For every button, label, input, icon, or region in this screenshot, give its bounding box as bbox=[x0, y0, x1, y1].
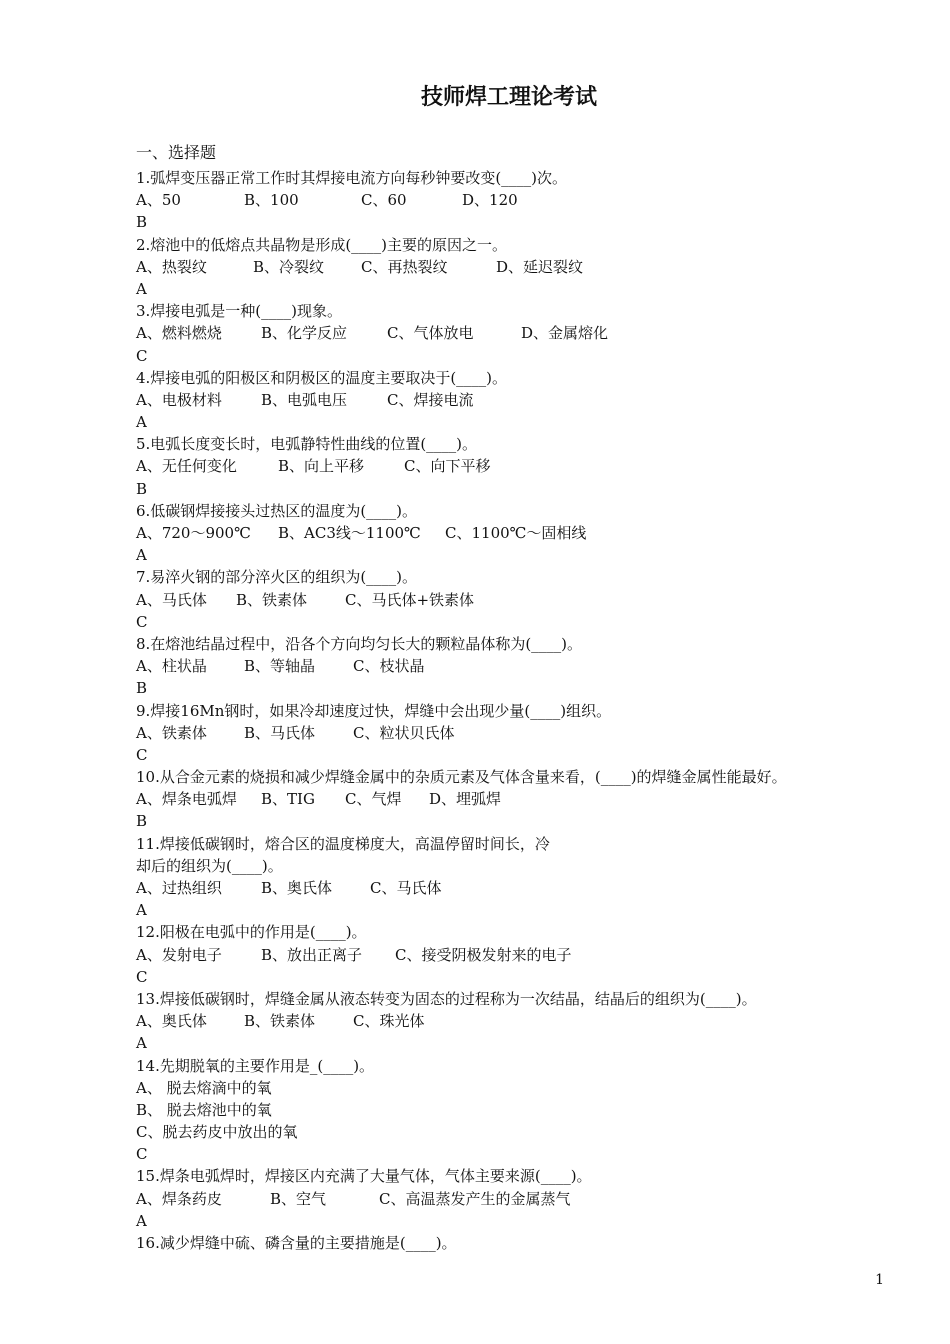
answer: C bbox=[136, 745, 148, 764]
option: A、焊条药皮 bbox=[136, 1189, 222, 1208]
option: B、空气 bbox=[270, 1189, 327, 1208]
option: A、过热组织 bbox=[136, 879, 222, 897]
option: B、放出正离子 bbox=[261, 945, 363, 964]
answer: A bbox=[136, 1211, 147, 1230]
question-stem: 却后的组织为(____)。 bbox=[136, 856, 283, 875]
answer: A bbox=[136, 546, 147, 565]
option: C、马氏体+铁素体 bbox=[345, 590, 475, 609]
option: A、焊条电弧焊 bbox=[136, 790, 237, 809]
answer: C bbox=[136, 967, 148, 986]
answer: B bbox=[136, 213, 148, 232]
answer: A bbox=[136, 413, 147, 432]
question-item bbox=[136, 300, 916, 367]
answer: B bbox=[136, 812, 148, 831]
question-item bbox=[136, 167, 916, 234]
option: B、AC3线～1100℃ bbox=[278, 524, 421, 542]
options-row bbox=[136, 722, 916, 744]
options-row bbox=[136, 655, 916, 677]
option: A、50 bbox=[136, 191, 181, 210]
question-item bbox=[136, 833, 916, 922]
option: C、接受阴极发射来的电子 bbox=[395, 945, 572, 964]
options-row bbox=[136, 877, 916, 899]
option: B、铁素体 bbox=[244, 1012, 316, 1031]
answer: A bbox=[136, 279, 147, 298]
option: C、60 bbox=[361, 191, 407, 210]
option-line: C、脱去药皮中放出的氧 bbox=[136, 1123, 298, 1142]
options-row bbox=[136, 189, 916, 211]
question-stem: 15.焊条电弧焊时，焊接区内充满了大量气体，气体主要来源(____)。 bbox=[136, 1167, 592, 1186]
option: B、电弧电压 bbox=[261, 390, 348, 409]
option: A、热裂纹 bbox=[136, 257, 207, 276]
question-item bbox=[136, 367, 916, 434]
question-stem: 16.减少焊缝中硫、磷含量的主要措施是(____)。 bbox=[136, 1234, 457, 1252]
option: B、奥氏体 bbox=[261, 879, 333, 897]
option: C、气体放电 bbox=[387, 324, 474, 343]
question-item bbox=[136, 921, 916, 988]
question-item bbox=[136, 1232, 916, 1254]
option: A、电极材料 bbox=[136, 390, 222, 409]
options-row bbox=[136, 455, 916, 477]
question-stem: 12.阳极在电弧中的作用是(____)。 bbox=[136, 923, 367, 942]
option: B、等轴晶 bbox=[244, 657, 316, 676]
option: C、向下平移 bbox=[404, 457, 491, 476]
option: C、珠光体 bbox=[353, 1012, 425, 1031]
question-stem: 1.弧焊变压器正常工作时其焊接电流方向每秒钟要改变(____)次。 bbox=[136, 169, 568, 187]
question-item bbox=[136, 500, 916, 567]
question-item bbox=[136, 766, 916, 833]
option: D、120 bbox=[462, 191, 518, 210]
option: B、铁素体 bbox=[236, 590, 308, 609]
answer: C bbox=[136, 1145, 148, 1164]
question-stem: 7.易淬火钢的部分淬火区的组织为(____)。 bbox=[136, 568, 418, 587]
options-row bbox=[136, 389, 916, 411]
question-item bbox=[136, 566, 916, 633]
question-stem: 9.焊接16Mn钢时，如果冷却速度过快，焊缝中会出现少量(____)组织。 bbox=[136, 701, 612, 720]
options-row bbox=[136, 1010, 916, 1032]
question-item bbox=[136, 633, 916, 700]
options-row bbox=[136, 522, 916, 544]
answer: B bbox=[136, 479, 148, 498]
option: B、化学反应 bbox=[261, 324, 348, 343]
option: C、1100℃～固相线 bbox=[445, 524, 587, 542]
question-item bbox=[136, 1165, 916, 1232]
question-item bbox=[136, 700, 916, 767]
option: D、金属熔化 bbox=[521, 324, 609, 343]
option: A、柱状晶 bbox=[136, 657, 207, 676]
question-stem: 6.低碳钢焊接接头过热区的温度为(____)。 bbox=[136, 501, 418, 520]
question-list bbox=[136, 167, 916, 1254]
option: A、无任何变化 bbox=[136, 457, 237, 476]
option: B、马氏体 bbox=[244, 723, 316, 742]
option: A、发射电子 bbox=[136, 945, 222, 964]
option: C、高温蒸发产生的金属蒸气 bbox=[379, 1189, 571, 1208]
option-line: A、 脱去熔滴中的氧 bbox=[136, 1078, 272, 1097]
question-stem: 3.焊接电弧是一种(____)现象。 bbox=[136, 302, 343, 321]
question-stem: 14.先期脱氧的主要作用是_(____)。 bbox=[136, 1056, 375, 1075]
option: A、燃料燃烧 bbox=[136, 324, 222, 343]
options-row bbox=[136, 788, 916, 810]
answer: C bbox=[136, 612, 148, 631]
question-item bbox=[136, 1055, 916, 1166]
section-heading: 一、选择题 bbox=[136, 143, 217, 162]
option: B、TIG bbox=[261, 790, 315, 809]
question-stem: 11.焊接低碳钢时，熔合区的温度梯度大，高温停留时间长，冷 bbox=[136, 834, 550, 853]
options-row bbox=[136, 322, 916, 344]
option-line: B、 脱去熔池中的氧 bbox=[136, 1100, 272, 1119]
option: C、再热裂纹 bbox=[361, 257, 448, 276]
question-item bbox=[136, 988, 916, 1055]
option: C、焊接电流 bbox=[387, 390, 474, 409]
answer: A bbox=[136, 901, 147, 920]
option: B、向上平移 bbox=[278, 457, 365, 476]
page-number: 1 bbox=[875, 1272, 884, 1288]
option: C、马氏体 bbox=[370, 879, 442, 897]
options-row bbox=[136, 589, 916, 611]
options-row bbox=[136, 256, 916, 278]
option: D、延迟裂纹 bbox=[496, 257, 584, 276]
question-item bbox=[136, 433, 916, 500]
option: A、马氏体 bbox=[136, 590, 207, 609]
option: C、枝状晶 bbox=[353, 657, 425, 676]
question-stem: 10.从合金元素的烧损和减少焊缝金属中的杂质元素及气体含量来看，(____)的焊缝金属性能最好。 bbox=[136, 768, 787, 787]
question-stem: 4.焊接电弧的阳极区和阴极区的温度主要取决于(____)。 bbox=[136, 368, 508, 387]
answer: B bbox=[136, 679, 148, 698]
option: A、奥氏体 bbox=[136, 1012, 207, 1031]
option: C、气焊 bbox=[345, 790, 402, 809]
question-stem: 5.电弧长度变长时，电弧静特性曲线的位置(____)。 bbox=[136, 435, 478, 454]
option: B、冷裂纹 bbox=[253, 257, 325, 276]
answer: C bbox=[136, 346, 148, 365]
option: B、100 bbox=[244, 191, 299, 210]
options-row bbox=[136, 1188, 916, 1210]
question-stem: 13.焊接低碳钢时，焊缝金属从液态转变为固态的过程称为一次结晶，结晶后的组织为(____)。 bbox=[136, 989, 757, 1008]
question-item bbox=[136, 234, 916, 301]
option: A、720～900℃ bbox=[136, 524, 251, 542]
answer: A bbox=[136, 1034, 147, 1053]
option: C、粒状贝氏体 bbox=[353, 723, 455, 742]
question-stem: 8.在熔池结晶过程中，沿各个方向均匀长大的颗粒晶体称为(____)。 bbox=[136, 634, 583, 653]
option: D、埋弧焊 bbox=[429, 790, 502, 809]
page-title: 技师焊工理论考试 bbox=[420, 85, 597, 110]
question-stem: 2.熔池中的低熔点共晶物是形成(____)主要的原因之一。 bbox=[136, 235, 508, 254]
options-row bbox=[136, 944, 916, 966]
option: A、铁素体 bbox=[136, 723, 207, 742]
